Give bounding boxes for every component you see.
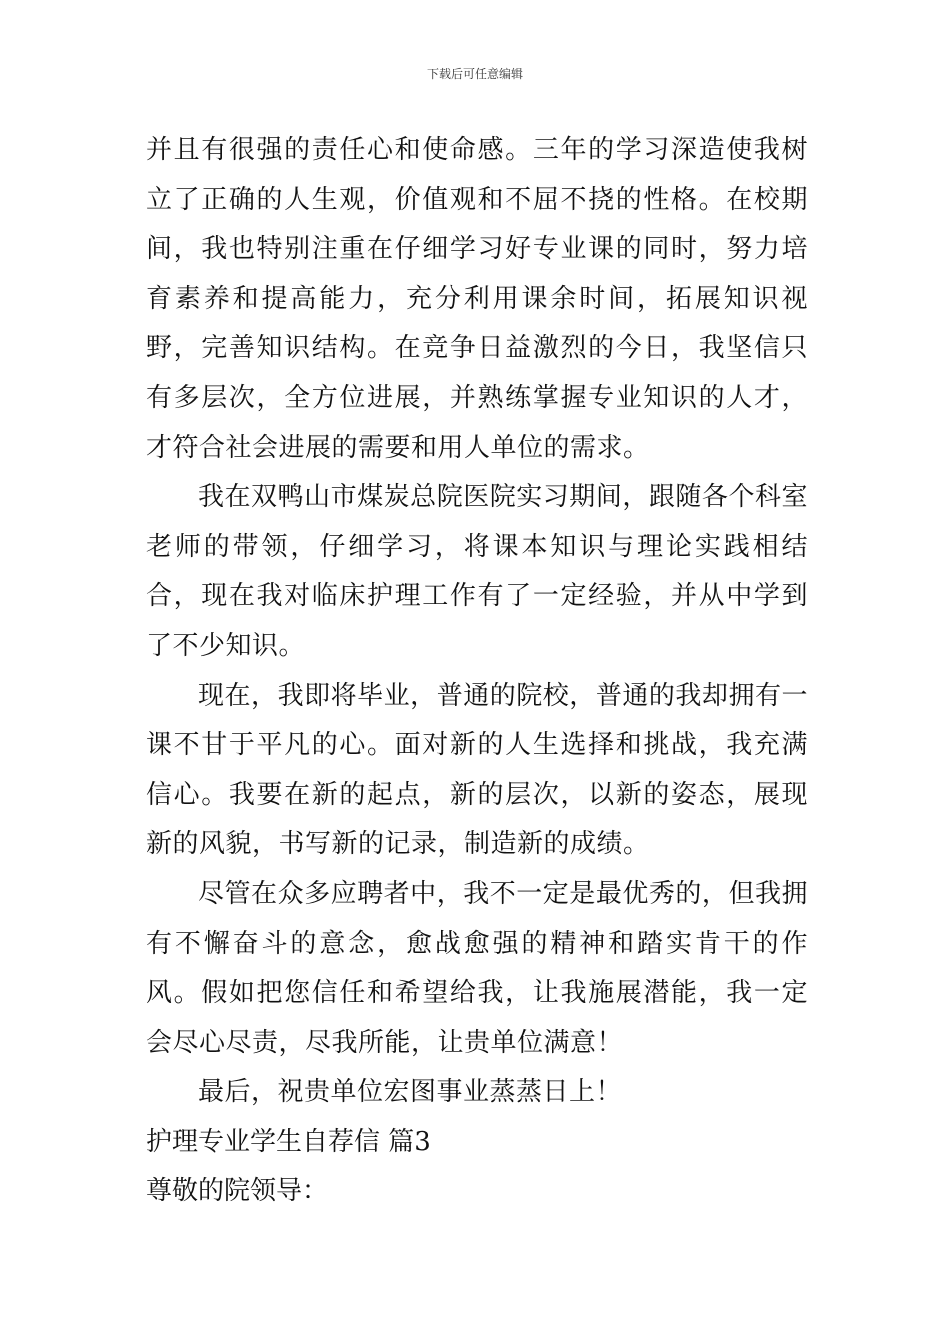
paragraph-graduation: 现在，我即将毕业，普通的院校，普通的我却拥有一课不甘于平凡的心。面对新的人生选择和挑战，我充满信心。我要在新的起点，新的层次，以新的姿态，展现新的风貌，书写新的记录，制造新的成绩。 — [146, 680, 808, 860]
paragraph-commitment: 尽管在众多应聘者中，我不一定是最优秀的，但我拥有不懈奋斗的意念，愈战愈强的精神和踏实肯干的作风。假如把您信任和希望给我，让我施展潜能，我一定会尽心尽责，尽我所能，让贵单位满意！ — [146, 878, 808, 1058]
salutation: 尊敬的院领导： — [146, 1176, 329, 1207]
section-title: 护理专业学生自荐信 篇3 — [146, 1126, 431, 1157]
paragraph-internship: 我在双鸭山市煤炭总院医院实习期间，跟随各个科室老师的带领，仔细学习，将课本知识与理论实践相结合，现在我对临床护理工作有了一定经验，并从中学到了不少知识。 — [146, 482, 808, 661]
paragraph-continuation: 并且有很强的责任心和使命感。三年的学习深造使我树立了正确的人生观，价值观和不屈不挠的性格。在校期间，我也特别注重在仔细学习好专业课的同时，努力培育素养和提高能力，充分利用课余时间，拓展知识视野，完善知识结构。在竞争日益激烈的今日，我坚信只有多层次，全方位进展，并熟练掌握专业知识的人才，才符合社会进展的需要和用人单位的需求。 — [146, 135, 808, 463]
document-body — [146, 126, 808, 1217]
paragraph-closing-wish: 最后，祝贵单位宏图事业蒸蒸日上！ — [198, 1077, 623, 1108]
header-note: 下载后可任意编辑 — [426, 67, 523, 81]
